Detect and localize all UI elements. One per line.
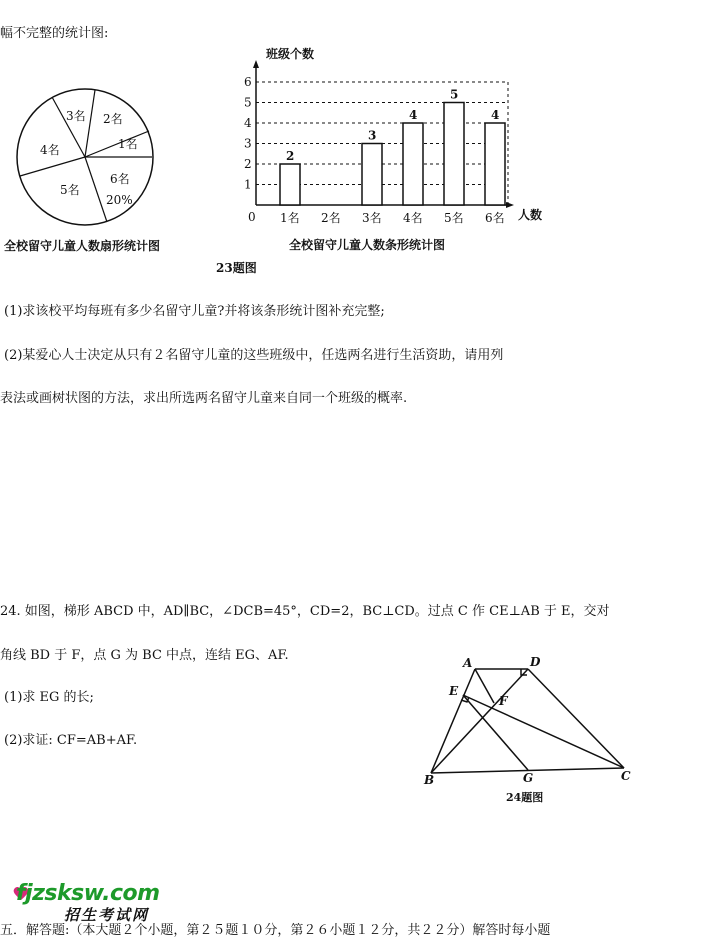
y-tick-label: 5 [244,95,252,110]
figure24-caption: 24题图 [506,791,544,804]
x-axis-label: 人数 [518,208,543,222]
segment-AF [475,669,494,703]
x-tick-label: 5名 [444,211,464,225]
point-label-E: E [449,684,459,698]
pie-label-1: 1名 [118,137,138,151]
pie-label-3: 3名 [66,109,86,123]
y-tick-label: 4 [244,116,252,130]
segment-EG [463,695,528,770]
bar-value-label: 4 [409,108,418,122]
watermark-subtitle: 招生考试网 [64,906,150,924]
figure23-label: 23题图 [216,261,257,275]
point-label-G: G [523,771,534,785]
pie-label-2: 2名 [103,112,123,126]
q23-part1: (1)求该校平均每班有多少名留守儿童?并将该条形统计图补充完整; [4,304,385,319]
point-label-A: A [463,656,473,670]
pie-label-4: 4名 [40,143,60,157]
y-tick-label: 6 [244,75,252,89]
segment-DC [528,669,624,768]
bar-value-label: 4 [491,108,500,122]
q24-part2: (2)求证: CF=AB+AF. [4,733,138,748]
y-tick-label: 2 [244,157,252,171]
origin-label: 0 [248,210,256,224]
x-tick-label: 2名 [321,211,341,225]
q23-part2-line1: (2)某爱心人士决定从只有２名留守儿童的这些班级中，任选两名进行生活资助，请用列 [4,348,504,363]
point-label-B: B [424,773,435,787]
point-label-D: D [530,655,541,669]
x-tick-label: 6名 [485,211,505,225]
bar-chart-title: 全校留守儿童人数条形统计图 [289,238,446,252]
watermark-site: fjzsksw.com [16,881,160,906]
bar-value-label: 5 [450,87,459,102]
q24-line1: 24. 如图，梯形 ABCD 中，AD∥BC，∠DCB=45°，CD=2，BC⊥CD。过点 C 作 CE⊥AB 于 E，交对 [0,604,610,619]
y-axis-label: 班级个数 [266,47,315,61]
segment-EC [463,695,624,768]
y-tick-label: 1 [244,177,252,192]
x-tick-label: 4名 [403,211,423,225]
pie-percent-label: 20% [106,193,133,207]
segment-BD [431,669,528,773]
q24-part1: (1)求 EG 的长; [4,690,94,705]
pie-caption: 全校留守儿童人数扇形统计图 [4,239,161,253]
q24-line2: 角线 BD 于 F，点 G 为 BC 中点，连结 EG、AF. [0,648,289,663]
y-tick-label: 3 [244,136,252,151]
point-label-C: C [621,769,631,783]
pie-label-5: 5名 [60,183,80,197]
x-tick-label: 1名 [280,211,300,225]
bar-value-label: 3 [368,128,377,143]
pie-label-6: 6名 [110,172,130,186]
q23-part2-line2: 表法或画树状图的方法，求出所选两名留守儿童来自同一个班级的概率. [0,391,408,406]
bar-value-label: 2 [286,149,295,163]
intro-text: 幅不完整的统计图: [0,26,109,41]
x-tick-label: 3名 [362,211,382,225]
section5-heading: 五．解答题:（本大题２个小题，第２５题１０分，第２６小题１２分，共２２分）解答时每小题 [0,923,551,938]
point-label-F: F [499,694,508,708]
